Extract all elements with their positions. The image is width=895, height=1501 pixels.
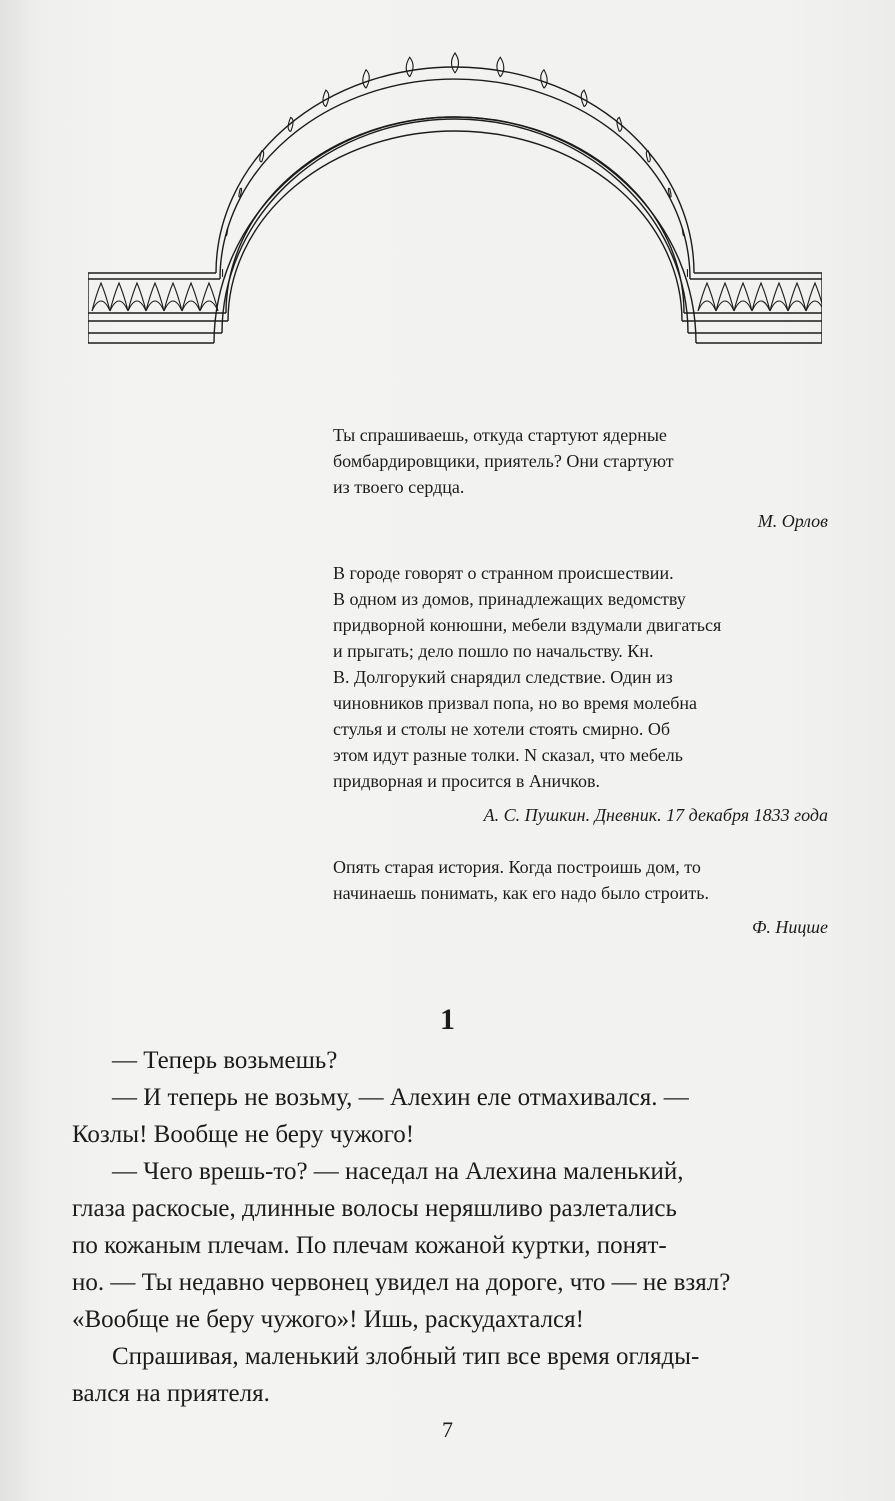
epigraph-line: придворная и просится в Аничков. — [333, 771, 601, 791]
ledge-leaf — [182, 283, 200, 311]
epigraph-text — [333, 560, 828, 794]
body-line: по кожаным плечам. По плечам кожаной куртки, понят- — [72, 1232, 667, 1259]
body-line: — Теперь возьмешь? — [112, 1047, 338, 1074]
arch-leaf — [406, 57, 413, 77]
epigraph-nietzsche — [333, 854, 828, 940]
arch-leaf — [617, 117, 622, 131]
ledge-leaf — [788, 283, 806, 311]
ledge-leaf — [752, 283, 770, 311]
epigraph-line: Опять старая история. Когда построишь дом, то — [333, 857, 701, 877]
epigraph-author: А. С. Пушкин. Дневник. 17 декабря 1833 года — [483, 805, 828, 825]
epigraph-line: бомбардировщики, приятель? Они стартуют — [333, 451, 674, 471]
epigraph-line: и прыгать; дело пошло по начальству. Кн. — [333, 641, 654, 661]
epigraph-line: стулья и столы не хотели стоять смирно. Об — [333, 719, 670, 739]
epigraph-line: В городе говорят о странном происшествии. — [333, 563, 674, 583]
ledge-leaf — [164, 283, 182, 311]
body-line: но. — Ты недавно червонец увидел на дороге, что — не взял? — [72, 1269, 731, 1296]
ledge-leaf — [770, 283, 788, 311]
epigraph-line: из твоего сердца. — [333, 477, 465, 497]
arch-leaf — [682, 228, 683, 235]
arch-leaf — [288, 117, 293, 131]
epigraph-author: Ф. Ницше — [751, 917, 828, 937]
epigraph-pushkin — [333, 560, 828, 828]
epigraphs — [333, 422, 828, 960]
ledge-leaf — [92, 283, 110, 311]
epigraph-author: М. Орлов — [757, 511, 828, 531]
body-line: Козлы! Вообще не беру чужого! — [72, 1121, 415, 1148]
body-line: вался на приятеля. — [72, 1380, 270, 1407]
arch-ornament — [88, 45, 822, 355]
arch-leaf — [363, 70, 369, 88]
arch-leaf — [541, 70, 547, 88]
ledge-leaf — [806, 283, 822, 311]
epigraph-line: придворной конюшни, мебели вздумали двигаться — [333, 615, 722, 635]
body-line: «Вообще не беру чужого»! Ишь, раскудахтался! — [72, 1306, 584, 1333]
body-line: Спрашивая, маленький злобный тип все время огляды- — [112, 1343, 700, 1370]
ledge-leaf — [734, 283, 752, 311]
epigraph-line: В одном из домов, принадлежащих ведомству — [333, 589, 686, 609]
epigraph-text — [333, 422, 828, 500]
epigraph-line: Ты спрашиваешь, откуда стартуют ядерные — [333, 425, 667, 445]
epigraph-line: В. Долгорукий снарядил следствие. Один из — [333, 667, 673, 687]
chapter-body — [72, 1042, 832, 1412]
chapter-number: 1 — [440, 1003, 455, 1036]
epigraph-text — [333, 854, 828, 906]
arch-leaf — [497, 57, 504, 77]
epigraph-line: начинаешь понимать, как его надо было строить. — [333, 883, 709, 903]
body-line: — И теперь не возьму, — Алехин еле отмахивался. — — [112, 1084, 689, 1111]
ledge-leaf — [110, 283, 128, 311]
arch-leaf — [226, 228, 227, 235]
ledge-leaf — [128, 283, 146, 311]
ledge-leaf — [200, 283, 218, 311]
body-line: — Чего врешь-то? — наседал на Алехина маленький, — [112, 1158, 684, 1185]
page-number: 7 — [442, 1417, 453, 1442]
body-line: глаза раскосые, длинные волосы неряшливо разлетались — [72, 1195, 677, 1222]
epigraph-line: чиновников призвал попа, но во время молебна — [333, 693, 698, 713]
ledge-leaf — [698, 283, 716, 311]
ledge-leaf — [146, 283, 164, 311]
epigraph-orlov — [333, 422, 828, 534]
arch-leaf — [452, 53, 459, 73]
epigraph-line: этом идут разные толки. N сказал, что мебель — [333, 745, 683, 765]
ledge-leaf — [716, 283, 734, 311]
